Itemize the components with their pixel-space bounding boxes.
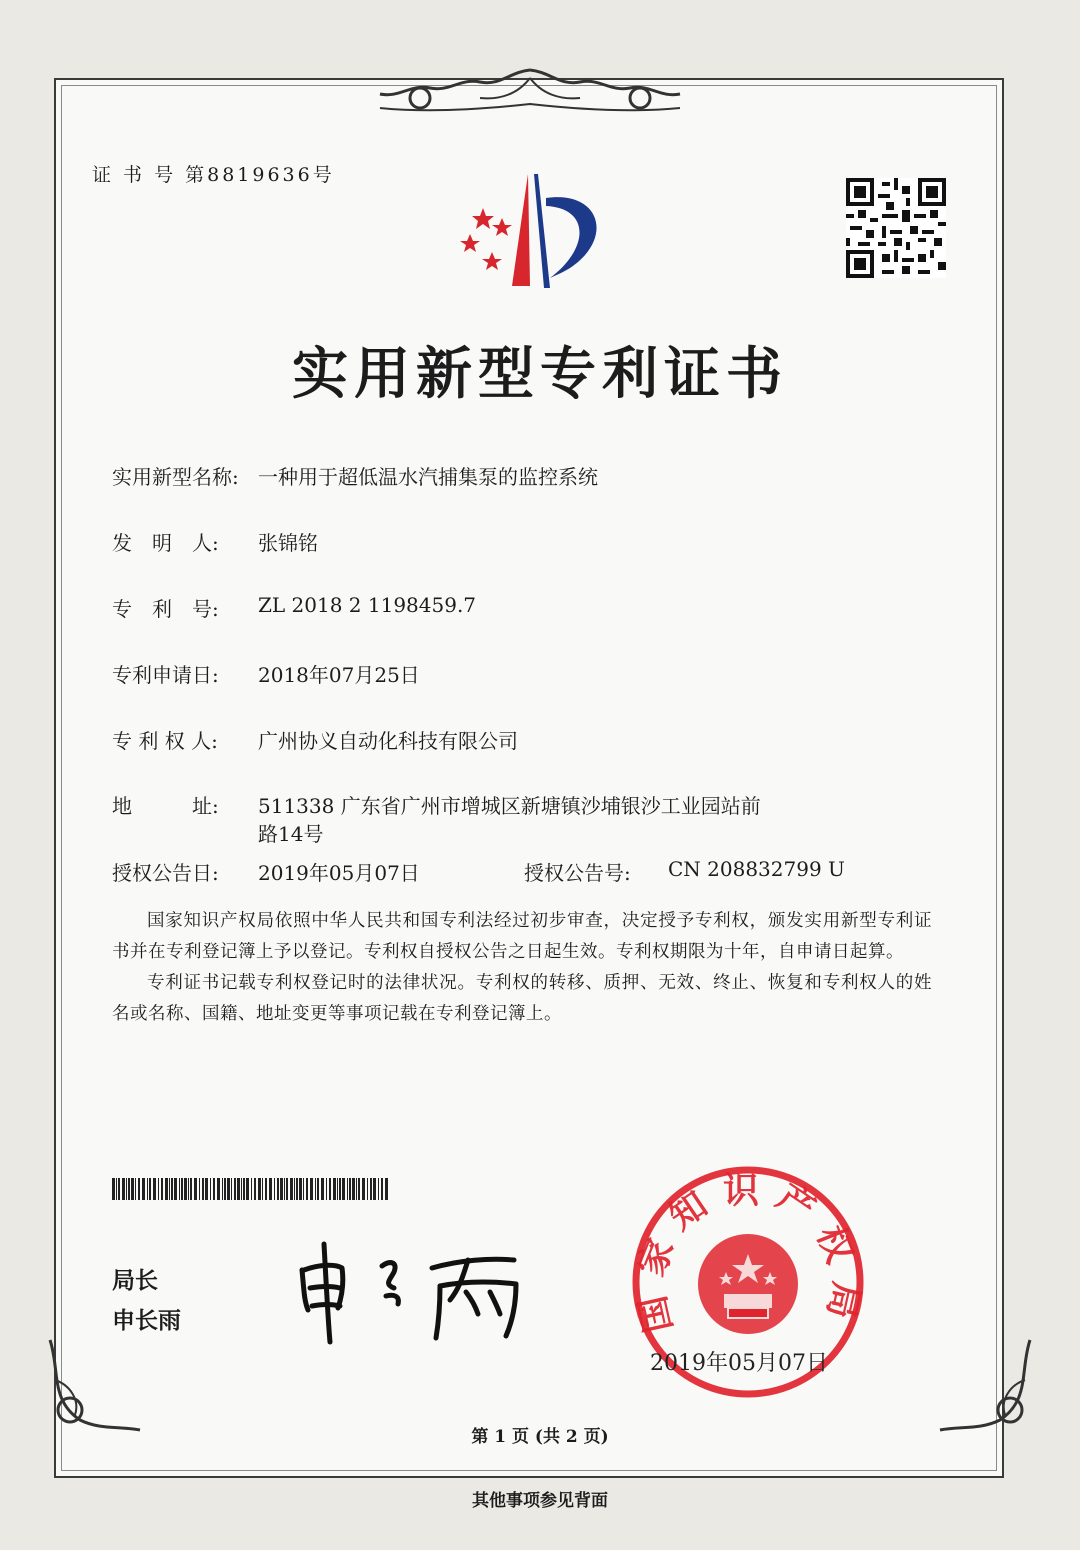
barcode-bar [135, 1178, 136, 1200]
barcode-bar [131, 1178, 134, 1200]
barcode-bar [194, 1178, 197, 1200]
barcode-bar [122, 1178, 125, 1200]
barcode-bar [333, 1178, 336, 1200]
barcode-bar [128, 1178, 130, 1200]
barcode-bar [199, 1178, 200, 1200]
body-paragraph-2: 专利证书记载专利权登记时的法律状况。专利权的转移、质押、无效、终止、恢复和专利权人的姓名或名称、国籍、地址变更等事项记载在专利登记簿上。 [112, 973, 932, 1024]
barcode-bar [179, 1178, 180, 1200]
barcode-bar [303, 1178, 304, 1200]
barcode-bar [373, 1178, 376, 1200]
certificate-title: 实用新型专利证书 [292, 341, 788, 407]
barcode-bar [342, 1178, 345, 1200]
director-title: 局长 [112, 1267, 158, 1294]
barcode-bar [231, 1178, 232, 1200]
inventor-value: 张锦铭 [258, 531, 318, 555]
barcode-bar [158, 1178, 159, 1200]
barcode-bar [254, 1178, 256, 1200]
seal-date: 2019年05月07日 [650, 1351, 828, 1376]
address-line-1: 511338 广东省广州市增城区新塘镇沙埔银沙工业园站前 [258, 794, 761, 818]
barcode-bar [142, 1178, 145, 1200]
barcode-bar [358, 1178, 360, 1200]
name-value: 一种用于超低温水汽捕集泵的监控系统 [258, 465, 598, 489]
barcode-bar [213, 1178, 215, 1200]
barcode-bar [165, 1178, 168, 1200]
barcode-bar [321, 1178, 324, 1200]
patent-holder-label: 专 利 权 人: [112, 729, 218, 753]
grant-date-label: 授权公告日: [112, 861, 219, 885]
barcode-bar [222, 1178, 223, 1200]
barcode-bar [246, 1178, 249, 1200]
barcode-bar [277, 1178, 279, 1200]
filing-date-value: 2018年07月25日 [258, 663, 420, 687]
patent-number-label: 专 利 号: [112, 597, 219, 621]
cnipa-logo-icon [450, 168, 620, 296]
address-label: 地 址: [112, 794, 219, 818]
barcode-bar [262, 1178, 263, 1200]
barcode-bar [315, 1178, 316, 1200]
barcode-bar [370, 1178, 372, 1200]
barcode-bar [265, 1178, 267, 1200]
barcode-bar [306, 1178, 308, 1200]
barcode-bar [269, 1178, 272, 1200]
barcode-bar [356, 1178, 357, 1200]
barcode-bar [280, 1178, 283, 1200]
page-number: 第 1 页 (共 2 页) [471, 1427, 609, 1447]
qr-code-icon [846, 178, 946, 278]
barcode-bar [171, 1178, 173, 1200]
barcode-bar [299, 1178, 302, 1200]
barcode-bar [317, 1178, 319, 1200]
barcode-bar [153, 1178, 156, 1200]
barcode-bar [349, 1178, 351, 1200]
barcode-bar [367, 1178, 368, 1200]
barcode-bar [378, 1178, 379, 1200]
barcode-bar [310, 1178, 313, 1200]
barcode-bar [147, 1178, 148, 1200]
barcode-bar [227, 1178, 230, 1200]
barcode-bar [237, 1178, 240, 1200]
grant-number-label: 授权公告号: [524, 861, 631, 885]
barcode-bar [112, 1178, 115, 1200]
barcode-bar [290, 1178, 293, 1200]
top-ornament [360, 64, 700, 120]
certificate-number: 证 书 号 第8819636号 [92, 164, 335, 186]
barcode-bar [224, 1178, 226, 1200]
grant-date-value: 2019年05月07日 [258, 861, 420, 885]
barcode-bar [169, 1178, 170, 1200]
barcode-bar [286, 1178, 288, 1200]
barcode-bar [243, 1178, 245, 1200]
barcode-bar [234, 1178, 236, 1200]
barcode-bar [241, 1178, 242, 1200]
director-signature [290, 1230, 530, 1350]
barcode-bar [116, 1178, 117, 1200]
barcode-bar [294, 1178, 295, 1200]
barcode-bar [326, 1178, 327, 1200]
barcode-bar [251, 1178, 252, 1200]
director-name: 申长雨 [112, 1307, 181, 1334]
barcode-bar [149, 1178, 151, 1200]
grant-number-value: CN 208832799 U [668, 857, 845, 881]
barcode-bar [202, 1178, 204, 1200]
barcode-bar [381, 1178, 383, 1200]
barcode-bar [258, 1178, 261, 1200]
barcode-bar [337, 1178, 338, 1200]
barcode-bar [181, 1178, 183, 1200]
certificate-body [112, 906, 932, 1030]
barcode-bar [347, 1178, 348, 1200]
filing-date-label: 专利申请日: [112, 663, 219, 687]
barcode-bar [385, 1178, 388, 1200]
barcode-bar [274, 1178, 275, 1200]
inventor-label: 发 明 人: [112, 531, 219, 555]
patent-number-value: ZL 2018 2 1198459.7 [258, 593, 477, 617]
name-label: 实用新型名称: [112, 465, 239, 489]
address-line-2: 路14号 [258, 822, 324, 846]
barcode-bar [184, 1178, 187, 1200]
barcode-bar [284, 1178, 285, 1200]
barcode-bar [210, 1178, 211, 1200]
barcode-icon [112, 1178, 392, 1200]
patent-holder-value: 广州协义自动化科技有限公司 [258, 729, 518, 753]
barcode-bar [161, 1178, 163, 1200]
barcode-bar [174, 1178, 177, 1200]
barcode-bar [352, 1178, 355, 1200]
barcode-bar [205, 1178, 208, 1200]
seal-text: 国家知识产权局 [628, 1169, 868, 1337]
barcode-bar [217, 1178, 220, 1200]
back-note: 其他事项参见背面 [472, 1491, 608, 1511]
barcode-bar [296, 1178, 298, 1200]
barcode-bar [118, 1178, 120, 1200]
barcode-bar [329, 1178, 331, 1200]
body-paragraph-1: 国家知识产权局依照中华人民共和国专利法经过初步审查，决定授予专利权，颁发实用新型专利证书并在专利登记簿上予以登记。专利权自授权公告之日起生效。专利权期限为十年，自申请日起算。 [112, 911, 932, 962]
barcode-bar [126, 1178, 127, 1200]
barcode-bar [188, 1178, 189, 1200]
barcode-bar [339, 1178, 341, 1200]
barcode-bar [190, 1178, 192, 1200]
barcode-bar [362, 1178, 365, 1200]
barcode-bar [138, 1178, 140, 1200]
